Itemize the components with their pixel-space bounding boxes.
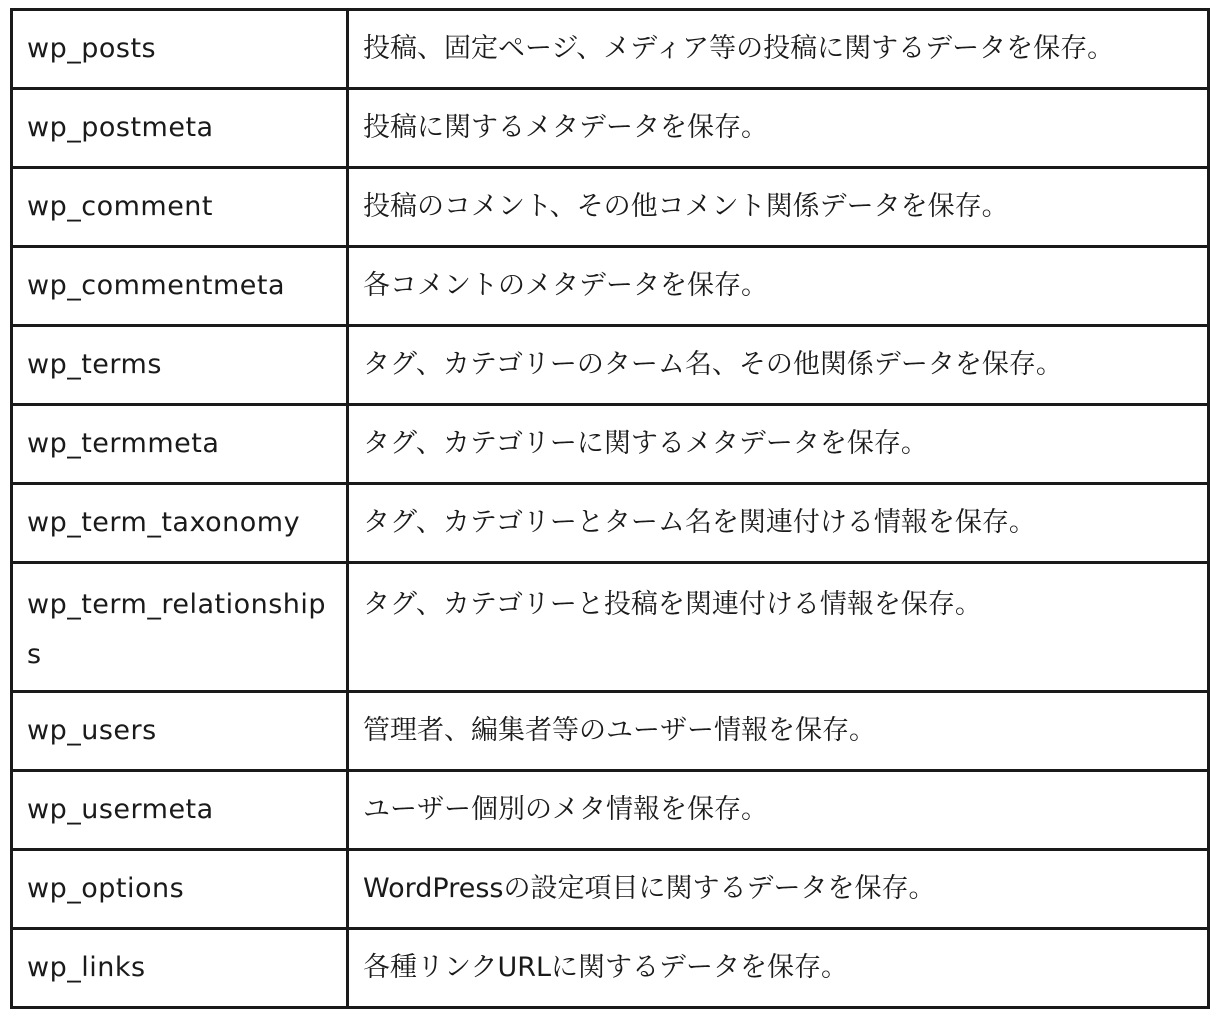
table-description-cell: ユーザー個別のメタ情報を保存。 [348, 771, 1209, 850]
table-name-cell: wp_terms [12, 326, 348, 405]
table-row [12, 484, 1209, 563]
table-container [10, 8, 1210, 1009]
table-row [12, 10, 1209, 89]
table-name-cell: wp_term_taxonomy [12, 484, 348, 563]
table-description-cell: タグ、カテゴリーのターム名、その他関係データを保存。 [348, 326, 1209, 405]
table-name-cell: wp_links [12, 929, 348, 1008]
table-description-cell: 投稿のコメント、その他コメント関係データを保存。 [348, 168, 1209, 247]
table-description-cell: タグ、カテゴリーとターム名を関連付ける情報を保存。 [348, 484, 1209, 563]
table-row [12, 692, 1209, 771]
table-description-cell: WordPressの設定項目に関するデータを保存。 [348, 850, 1209, 929]
table-row [12, 405, 1209, 484]
table-name-cell: wp_users [12, 692, 348, 771]
table-name-cell: wp_commentmeta [12, 247, 348, 326]
wp-tables-table [10, 8, 1210, 1009]
table-description-cell: タグ、カテゴリーに関するメタデータを保存。 [348, 405, 1209, 484]
table-row [12, 850, 1209, 929]
table-row [12, 247, 1209, 326]
table-description-cell: 管理者、編集者等のユーザー情報を保存。 [348, 692, 1209, 771]
table-row [12, 771, 1209, 850]
table-row [12, 168, 1209, 247]
table-name-cell: wp_comment [12, 168, 348, 247]
table-name-cell: wp_usermeta [12, 771, 348, 850]
table-row [12, 326, 1209, 405]
table-description-cell: 各コメントのメタデータを保存。 [348, 247, 1209, 326]
table-name-cell: wp_posts [12, 10, 348, 89]
table-row [12, 929, 1209, 1008]
table-description-cell: 投稿に関するメタデータを保存。 [348, 89, 1209, 168]
table-description-cell: 各種リンクURLに関するデータを保存。 [348, 929, 1209, 1008]
table-description-cell: タグ、カテゴリーと投稿を関連付ける情報を保存。 [348, 563, 1209, 692]
table-name-cell: wp_options [12, 850, 348, 929]
table-name-cell: wp_postmeta [12, 89, 348, 168]
table-row [12, 89, 1209, 168]
table-name-cell: wp_termmeta [12, 405, 348, 484]
table-name-cell: wp_term_relationships [12, 563, 348, 692]
table-row [12, 563, 1209, 692]
table-description-cell: 投稿、固定ページ、メディア等の投稿に関するデータを保存。 [348, 10, 1209, 89]
